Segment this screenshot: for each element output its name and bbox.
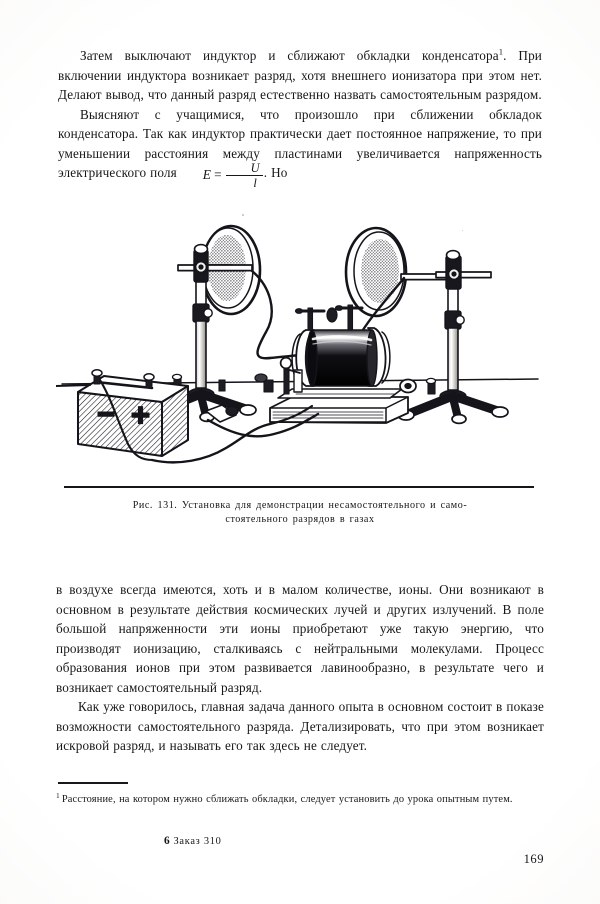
- lower-text-block: [56, 580, 544, 756]
- signature-number: 6: [164, 835, 171, 847]
- footnote-reference-1: 1: [498, 46, 504, 57]
- right-stand-collar: [445, 311, 464, 329]
- coil-interrupter: [255, 358, 302, 394]
- battery-minus-terminal-mark: [98, 412, 114, 416]
- paragraph-2: [58, 105, 542, 190]
- paragraph-2-text-part-2: . Но: [263, 165, 288, 181]
- top-text-block: [58, 46, 542, 189]
- footnote-1: [56, 790, 544, 808]
- induction-coil: [255, 305, 416, 423]
- figure-caption-line-2: стоятельного разрядов в газах: [225, 514, 375, 526]
- page-content-area: [56, 40, 544, 866]
- formula-fraction: [226, 160, 263, 190]
- figure-illustration: [56, 208, 544, 480]
- formula-left-symbol: E: [202, 167, 212, 183]
- paragraph-2-text-part-1: Выясняют с учащимися, что произошло при сближении обкладок конденсатора. Так как индуктор практически дает постоянное напряжение, то при уменьшении расстояния между пластинами увеличивается напряженность электрического поля: [58, 106, 542, 181]
- left-stand-collar: [193, 304, 212, 322]
- formula-denominator: l: [226, 175, 263, 189]
- figure-caption: [56, 499, 544, 527]
- right-electrode-disc: [346, 228, 406, 316]
- figure-caption-line-1: Рис. 131. Установка для демонстрации несамостоятельного и само-: [132, 500, 468, 512]
- formula-equals: =: [214, 167, 222, 183]
- coil-terminals: [295, 305, 362, 330]
- paragraph-1-text-part-1: Затем выключают индуктор и сближают обкладки конденсатора: [80, 48, 499, 63]
- apparatus-line-drawing: [56, 208, 544, 480]
- footnote-marker: 1: [56, 790, 60, 800]
- footnote-separator-rule: [58, 782, 128, 784]
- formula-numerator: U: [250, 160, 260, 175]
- footnote-text: Расстояние, на котором нужно сближать обкладки, следует установить до урока опытным путем.: [61, 794, 513, 805]
- signature-mark: [164, 835, 222, 847]
- paragraph-1: [58, 46, 542, 105]
- signature-text: Заказ 310: [173, 836, 222, 847]
- footnote-zone: [56, 782, 544, 818]
- right-stand-clamp: [446, 251, 461, 289]
- page-number: 169: [523, 852, 544, 866]
- paragraph-3: в воздухе всегда имеются, хоть и в малом количестве, ионы. Они возникают в основном в результате действия космических лучей и других излучений. В поле большой напряженности эти ионы приобретают уже такую энергию, что производят ионизацию, сталкиваясь с нейтральными молекулами. Процесс образования ионов при этом развивается лавинообразно, в результате чего и возникает самостоятельный разряд.: [56, 582, 544, 695]
- figure-131: [56, 208, 544, 528]
- coil-adjust-knob: [400, 380, 416, 393]
- formula-field-strength: [181, 160, 264, 190]
- figure-bottom-rule: [64, 486, 534, 488]
- paragraph-1-text-part-2: . При включении индуктора возникает разряд, хотя внешнего ионизатора при этом нет. Делают вывод, что данный разряд естественно назвать самостоятельным разрядом.: [58, 48, 542, 103]
- left-stand-clamp: [194, 245, 208, 282]
- paragraph-4: Как уже говорилось, главная задача данного опыта в основном состоит в показе возможности самостоятельного разряда. Детализировать, что при этом возникает искровой разряд, и называть его так здесь не следует.: [56, 699, 544, 754]
